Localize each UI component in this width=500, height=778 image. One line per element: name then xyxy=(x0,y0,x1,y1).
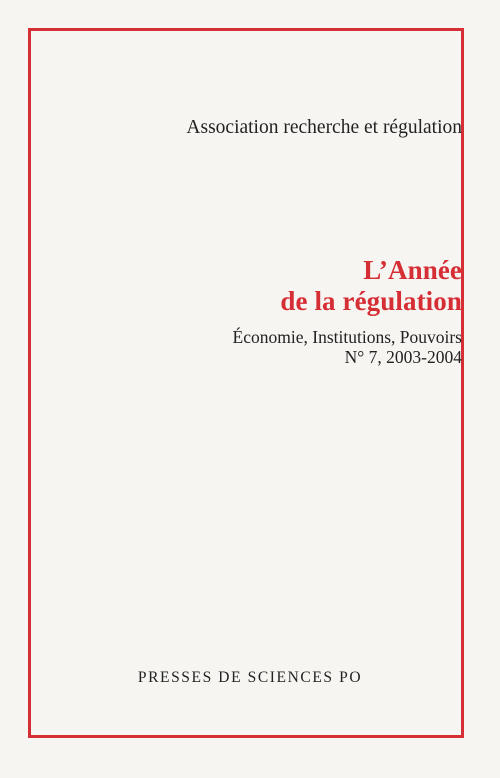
cover-title xyxy=(280,255,462,317)
association-name: Association recherche et régulation xyxy=(186,117,462,138)
title-line-2: de la régulation xyxy=(280,286,462,316)
subtitle-text: Économie, Institutions, Pouvoirs xyxy=(232,327,462,347)
issue-number: N° 7, 2003-2004 xyxy=(344,347,462,367)
publisher-name: PRESSES DE SCIENCES PO xyxy=(137,669,363,686)
cover-subtitle xyxy=(233,327,462,367)
title-line-1: L’Année xyxy=(363,255,462,285)
